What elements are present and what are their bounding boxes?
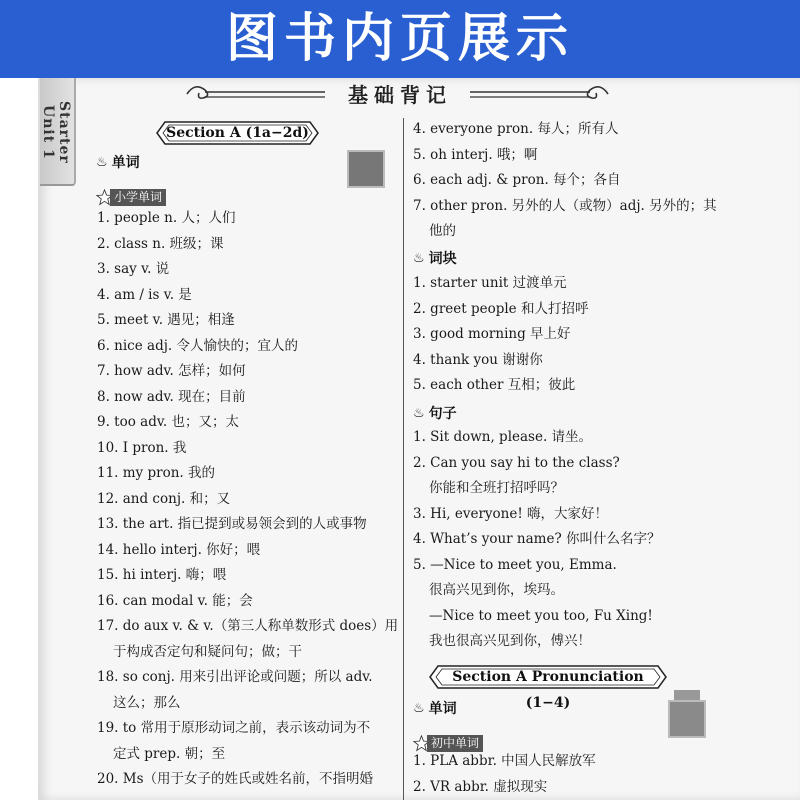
- sentence-item: 3. Hi, everyone! 嗨，大家好！: [413, 505, 609, 522]
- sentences-subhead: [413, 403, 457, 423]
- list-item: 1. PLA abbr. 中国人民解放军: [413, 753, 596, 769]
- list-item: 6. each adj. & pron. 每个；各自: [413, 172, 621, 188]
- sentence-item: 1. Sit down, please. 请坐。: [413, 429, 593, 445]
- list-item: 15. hi interj. 嗨；喂: [97, 567, 227, 583]
- words2-list: [413, 749, 596, 800]
- phrase-item: 1. starter unit 过渡单元: [413, 275, 567, 291]
- list-item: 6. nice adj. 令人愉快的；宜人的: [97, 337, 298, 354]
- list-item: 18. so conj. 用来引出评论或问题；所以 adv.: [97, 669, 373, 685]
- list-item: 19. to 常用于原形动词之前，表示该动词为不: [97, 720, 371, 736]
- list-item: 2. class n. 班级；课: [97, 235, 224, 252]
- phrase-item: 3. good morning 早上好: [413, 326, 571, 342]
- list-item: 定式 prep. 朝；至: [113, 745, 226, 762]
- list-item: 20. Ms（用于女子的姓氏或姓名前，不指明婚: [97, 771, 374, 787]
- list-item: 9. too adv. 也；又；太: [97, 414, 239, 430]
- list-item: 14. hello interj. 你好；喂: [97, 541, 261, 558]
- words-heading: 单词: [111, 155, 140, 171]
- section-title: Section A (1a−2d): [166, 125, 309, 141]
- words-subhead: [96, 152, 140, 172]
- list-item: 2. VR abbr. 虚拟现实: [413, 778, 548, 795]
- sentence-item: 很高兴见到你，埃玛。: [429, 582, 564, 598]
- steam-icon: ♨: [413, 700, 425, 716]
- phrases-subhead: [413, 248, 457, 268]
- list-item: 于构成否定句和疑问句；做；干: [113, 643, 302, 660]
- sentence-item: 你能和全班打招呼吗？: [429, 480, 564, 496]
- side-tab-label: Starter Unit 1: [40, 100, 72, 164]
- list-item: 5. meet v. 遇见；相逢: [97, 312, 235, 328]
- phrase-item: 4. thank you 谢谢你: [413, 351, 543, 368]
- right-word-list: [413, 117, 717, 245]
- phrase-item: 2. greet people 和人打招呼: [413, 300, 589, 317]
- phrases-heading: 词块: [428, 251, 457, 267]
- column-divider: [403, 118, 404, 800]
- words2-subhead: [413, 698, 457, 718]
- list-item: 这么；那么: [113, 694, 181, 711]
- banner: [0, 0, 800, 78]
- sentence-item: —Nice to meet you too, Fu Xing!: [429, 607, 653, 624]
- list-item: 16. can modal v. 能；会: [97, 592, 253, 609]
- left-word-list: [97, 206, 398, 793]
- section-header-left: [155, 120, 320, 146]
- banner-title: 图书内页展示: [225, 9, 574, 69]
- list-item: 5. oh interj. 哦；啊: [413, 146, 538, 163]
- sentence-item: 2. Can you say hi to the class?: [413, 454, 620, 471]
- badge2-label: 初中单词: [427, 735, 483, 752]
- sentence-item: 4. What’s your name? 你叫什么名字？: [413, 531, 661, 547]
- list-item: 10. I pron. 我: [97, 439, 187, 456]
- section2-title: Section A Pronunciation (1−4): [452, 669, 644, 711]
- steam-icon: ♨: [96, 154, 108, 170]
- page-heading: 基础背记: [348, 83, 452, 107]
- list-item: 7. how adv. 怎样；如何: [97, 363, 246, 379]
- list-item: 8. now adv. 现在；目前: [97, 388, 246, 405]
- sentence-item: 我也很高兴见到你，傅兴！: [429, 633, 591, 649]
- list-item: 12. and conj. 和；又: [97, 490, 231, 507]
- list-item: 他的: [429, 223, 456, 239]
- list-item: 17. do aux v. & v.（第三人称单数形式 does）用: [97, 618, 399, 634]
- list-item: 4. am / is v. 是: [97, 286, 192, 303]
- list-item: 3. say v. 说: [97, 261, 170, 277]
- steam-icon: ♨: [413, 250, 425, 266]
- phrase-item: 5. each other 互相；彼此: [413, 377, 576, 393]
- steam-icon: ♨: [413, 405, 425, 421]
- sentence-item: 5. —Nice to meet you, Emma.: [413, 556, 617, 573]
- pixelated-thumbnail: [347, 150, 385, 188]
- list-item: 1. people n. 人；人们: [97, 210, 236, 226]
- phrases-list: [413, 271, 588, 399]
- list-item: 13. the art. 指已提到或易领会到的人或事物: [97, 516, 367, 532]
- primary-words-badge: [96, 189, 166, 206]
- list-item: 4. everyone pron. 每人；所有人: [413, 121, 619, 137]
- badge-label: 小学单词: [110, 189, 166, 206]
- sentences-heading: 句子: [428, 406, 457, 422]
- pixelated-thumbnail-3: [668, 700, 706, 738]
- side-tab: [40, 78, 76, 186]
- list-item: 11. my pron. 我的: [97, 465, 215, 481]
- sentences-list: [413, 425, 660, 655]
- words2-heading: 单词: [428, 701, 457, 717]
- list-item: 7. other pron. 另外的人（或物）adj. 另外的；其: [413, 197, 717, 214]
